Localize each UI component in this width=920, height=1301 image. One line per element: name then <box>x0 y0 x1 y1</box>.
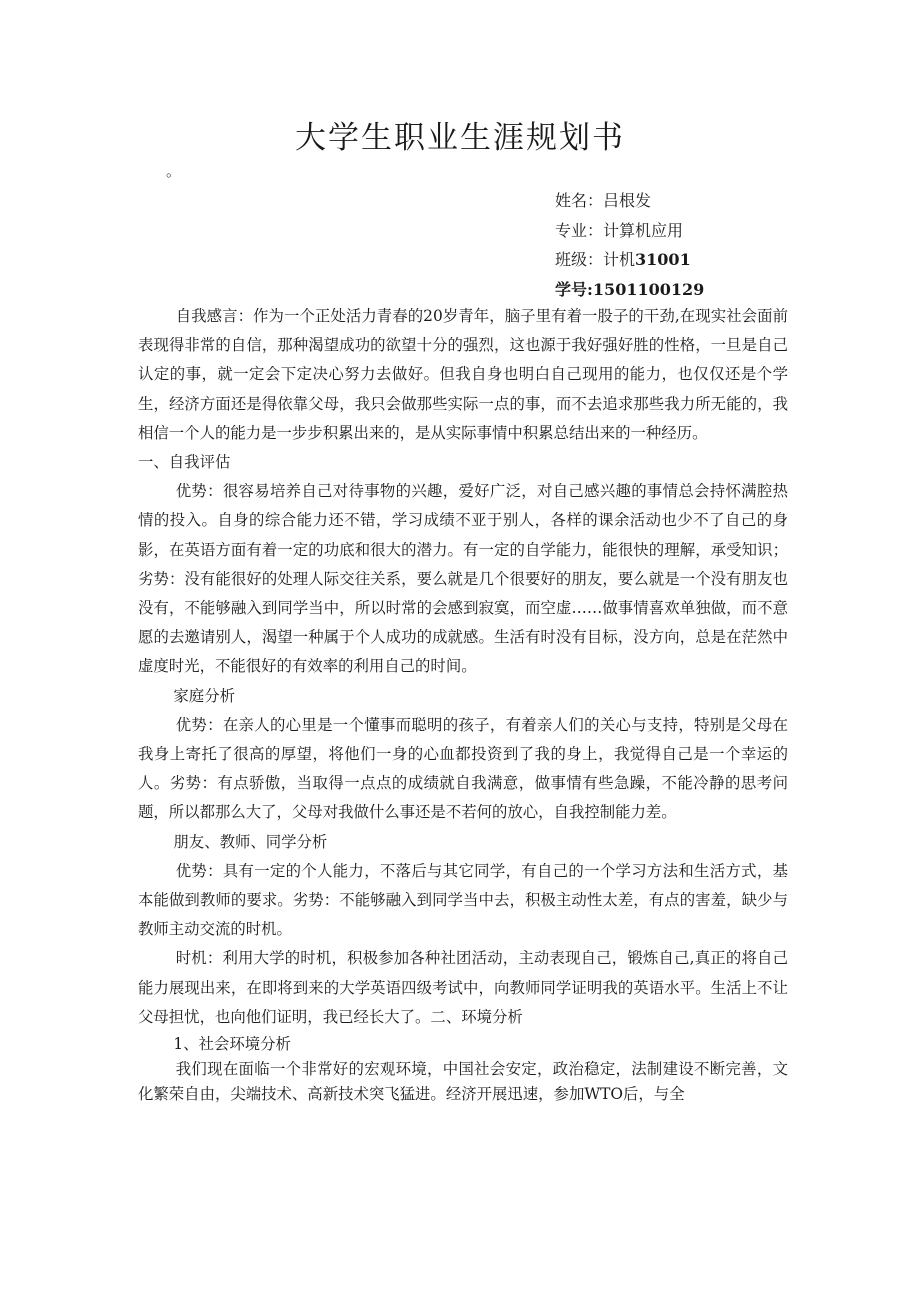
friends-heading: 朋友、教师、同学分析 <box>173 832 328 851</box>
intro-paragraph: 自我感言：作为一个正处活力青春的20岁青年，脑子里有着一股子的干劲,在现实社会面前表现得非常的自信，那种渴望成功的欲望十分的强烈，这也源于我好强好胜的性格，一旦是自己认定的事，就一定会下定决心努力去做好。但我自身也明白自己现用的能力，也仅仅还是个学生，经济方面还是得依靠父母，我只会做那些实际一点的事，而不去追求那些我力所无能的，我相信一个人的能力是一步步积累出来的，是从实际事情中积累总结出来的一种经历。 <box>138 307 788 442</box>
social-heading: 1、社会环境分析 <box>173 1035 291 1054</box>
name-line <box>555 186 704 216</box>
family-paragraph: 优势：在亲人的心里是一个懂事而聪明的孩子，有着亲人们的关心与支持，特别是父母在我身上寄托了很高的厚望，将他们一身的心血都投资到了我的身上，我觉得自己是一个幸运的人。劣势：有点骄傲，当取得一点点的成绩就自我满意，做事情有些急躁，不能冷静的思考问题，所以都那么大了，父母对我做什么事还是不若何的放心，自我控制能力差。 <box>138 715 788 822</box>
name-label: 姓名： <box>555 191 604 210</box>
friends-paragraph: 优势：具有一定的个人能力，不落后与其它同学，有自己的一个学习方法和生活方式，基本能做到教师的要求。劣势：不能够融入到同学当中去，积极主动性太差，有点的害羞，缺少与教师主动交流的时机。 <box>138 861 788 939</box>
id-value: 1501100129 <box>592 279 705 299</box>
family-heading: 家庭分析 <box>173 686 235 705</box>
document-body <box>138 302 788 1107</box>
opportunity-paragraph: 时机：利用大学的时机，积极参加各种社团活动，主动表现自己，锻炼自己,真正的将自己能力展现出来，在即将到来的大学英语四级考试中，向教师同学证明我的英语水平。生活上不让父母担忧，也向他们证明，我已经长大了。二、环境分析 <box>138 949 788 1026</box>
name-value: 吕根发 <box>603 191 652 210</box>
major-label: 专业： <box>555 220 604 240</box>
class-value-prefix: 计机 <box>603 250 636 269</box>
student-info-block <box>555 186 704 304</box>
self-eval-heading: 一、自我评估 <box>138 453 231 472</box>
id-label: 学号: <box>555 279 593 299</box>
self-eval-paragraph: 优势：很容易培养自己对待事物的兴趣，爱好广泛，对自己感兴趣的事情总会持怀满腔热情的投入。自身的综合能力还不错，学习成绩不亚于别人，各样的课余活动也少不了自己的身影，在英语方面有着一定的功底和很大的潜力。有一定的自学能力，能很快的理解，承受知识；劣势：没有能很好的处理人际交往关系，要么就是几个很要好的朋友，要么就是一个没有朋友也没有，不能够融入到同学当中，所以时常的会感到寂寞，而空虚……做事情喜欢单独做，而不意愿的去邀请别人，渴望一种属于个人成功的成就感。生活有时没有目标，没方向，总是在茫然中虚度时光，不能很好的有效率的利用自己的时间。 <box>138 482 788 676</box>
social-paragraph: 我们现在面临一个非常好的宏观环境，中国社会安定，政治稳定，法制建设不断完善，文化繁荣自由，尖端技术、高新技术突飞猛进。经济开展迅速，参加WTO后，与全 <box>138 1060 788 1104</box>
class-label: 班级： <box>555 250 604 269</box>
document-title: 大学生职业生涯规划书 <box>295 120 625 156</box>
class-line <box>555 245 704 275</box>
major-value: 计算机应用 <box>603 220 684 240</box>
major-line <box>555 216 704 246</box>
id-line <box>555 275 704 305</box>
stray-punctuation: 。 <box>166 162 182 180</box>
class-value-number: 31001 <box>635 250 691 269</box>
